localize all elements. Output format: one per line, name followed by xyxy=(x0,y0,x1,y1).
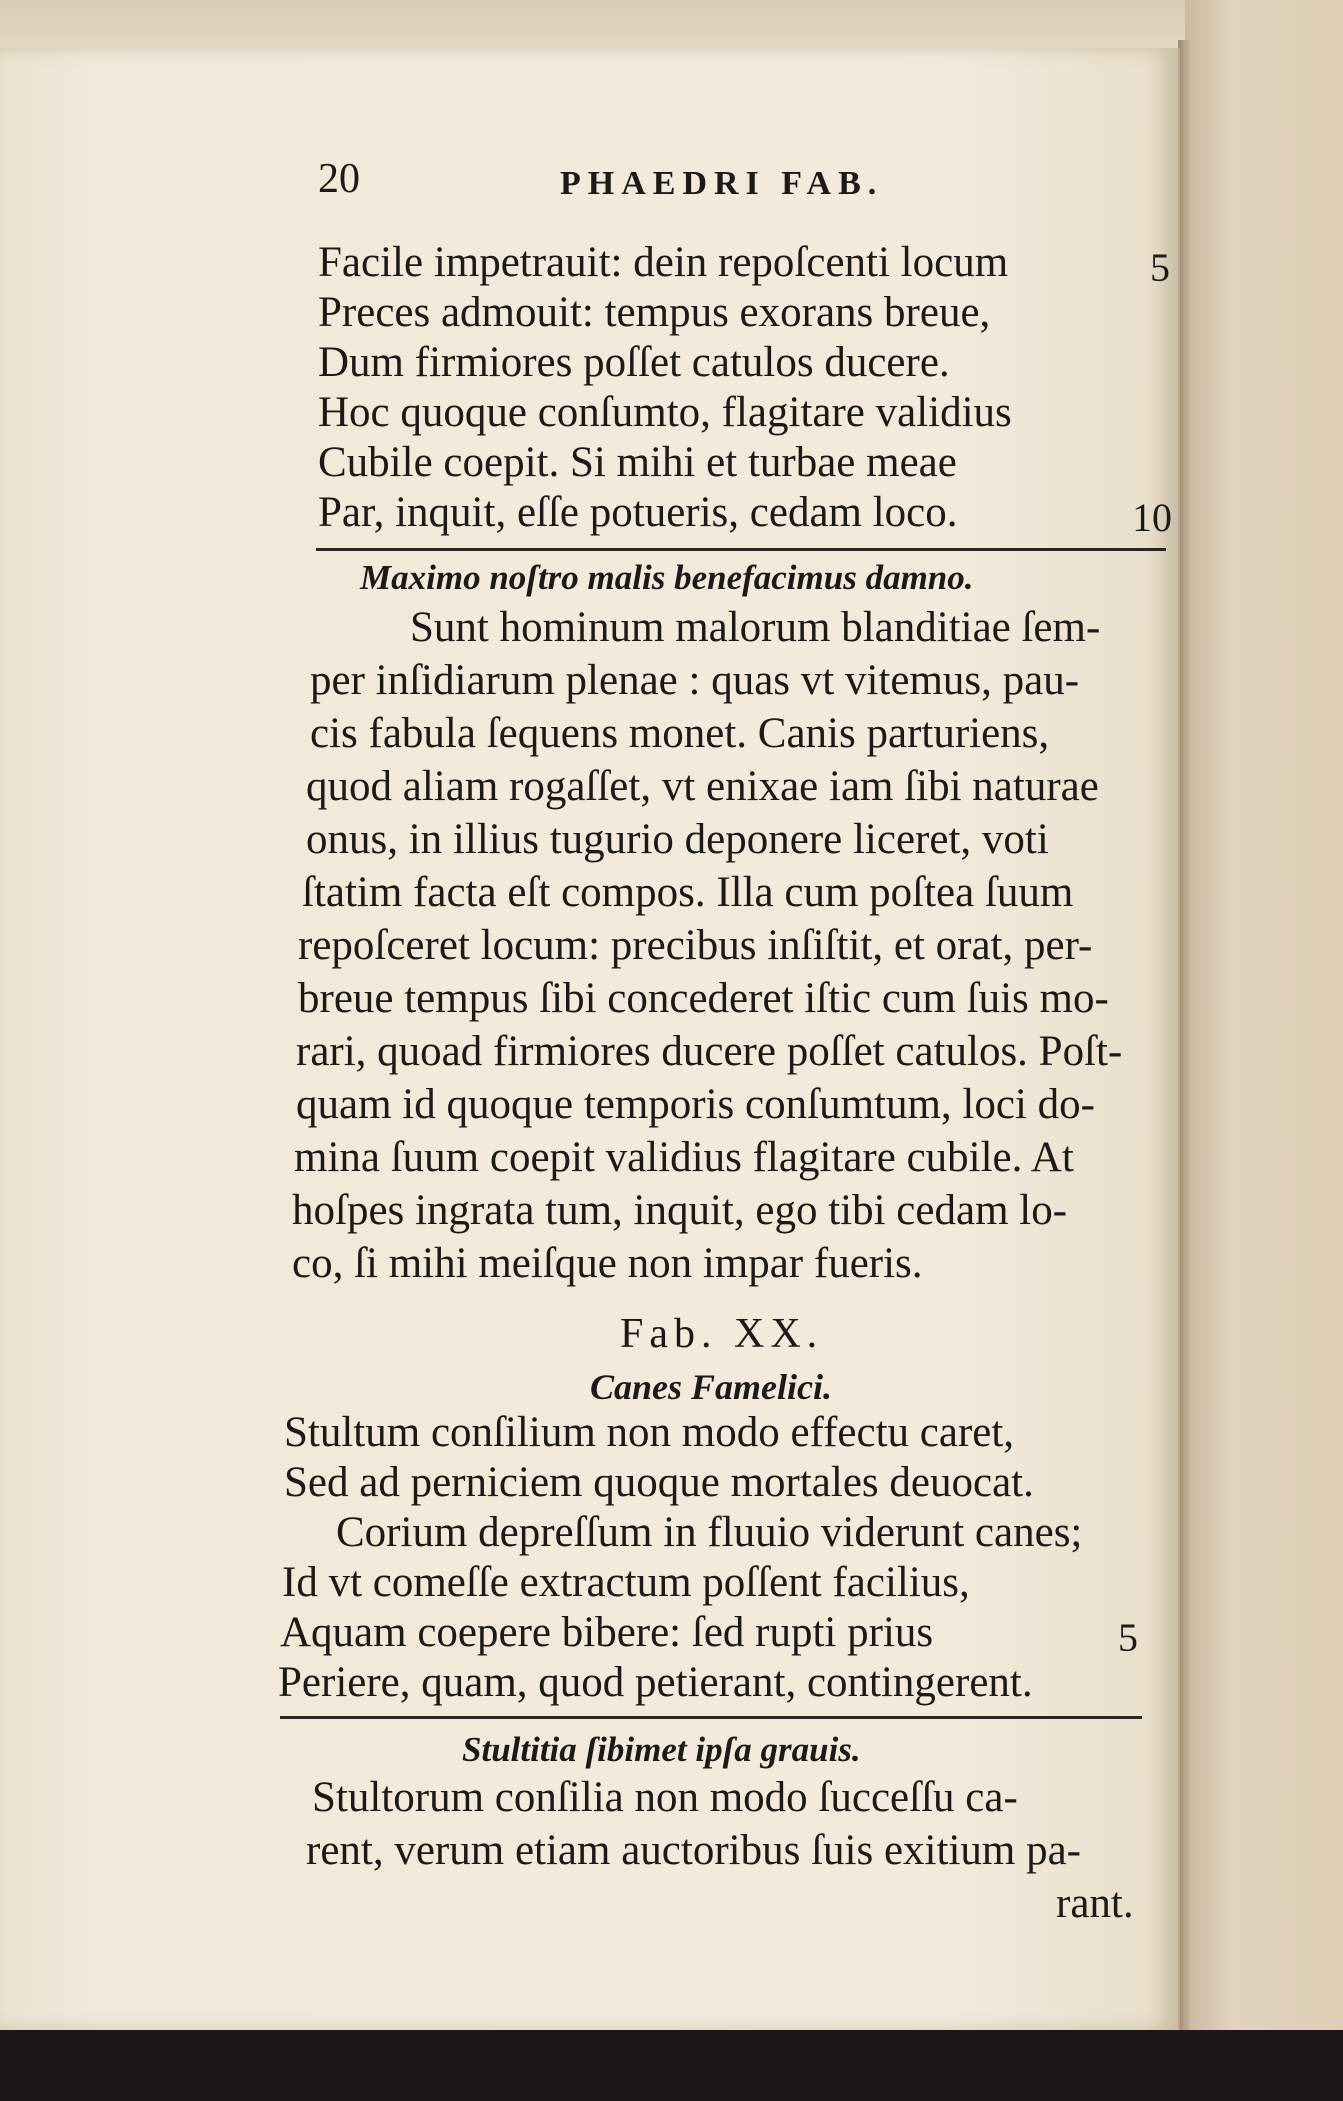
prose-line: onus, in illius tugurio deponere liceret, voti xyxy=(306,816,1049,863)
prose-line: mina ſuum coepit validius flagitare cubile. At xyxy=(294,1134,1074,1181)
line-number: 5 xyxy=(1150,245,1170,290)
verse-line: Stultum conſilium non modo effectu caret, xyxy=(284,1409,1015,1456)
fable-title: Canes Famelici. xyxy=(590,1367,832,1407)
line-number: 10 xyxy=(1132,495,1172,540)
prose-line: repoſceret locum: precibus inſiſtit, et orat, per- xyxy=(298,922,1093,969)
prose-line: rant. xyxy=(1056,1880,1134,1927)
verse-line: Facile impetrauit: dein repoſcenti locum xyxy=(318,239,1009,286)
verse-line: Id vt comeſſe extractum poſſent facilius, xyxy=(282,1559,970,1606)
moral-heading: Stultitia ſibimet ipſa grauis. xyxy=(462,1730,861,1769)
line-number: 5 xyxy=(1118,1615,1138,1660)
prose-line: rent, verum etiam auctoribus ſuis exitium pa- xyxy=(306,1827,1081,1874)
moral-heading: Maximo noſtro malis benefacimus damno. xyxy=(360,558,974,597)
prose-line: quod aliam rogaſſet, vt enixae iam ſibi naturae xyxy=(306,763,1099,810)
running-title: PHAEDRI FAB. xyxy=(560,165,884,202)
verse-line: Sed ad perniciem quoque mortales deuocat. xyxy=(284,1459,1034,1506)
prose-line: co, ſi mihi meiſque non impar fueris. xyxy=(292,1240,923,1287)
verse-line: Par, inquit, eſſe potueris, cedam loco. xyxy=(318,489,958,536)
separator-rule xyxy=(316,548,1166,551)
book-page xyxy=(0,48,1180,2030)
verse-line: Aquam coepere bibere: ſed rupti prius xyxy=(280,1609,934,1656)
verse-line: Periere, quam, quod petierant, contingerent. xyxy=(278,1659,1033,1706)
facing-page xyxy=(1185,0,1343,2030)
scan-background xyxy=(0,2030,1343,2101)
page-number: 20 xyxy=(318,156,360,202)
prose-line: hoſpes ingrata tum, inquit, ego tibi cedam lo- xyxy=(292,1187,1068,1234)
verse-line: Preces admouit: tempus exorans breue, xyxy=(318,289,991,336)
separator-rule xyxy=(280,1716,1142,1719)
prose-line: Stultorum conſilia non modo ſucceſſu ca- xyxy=(312,1774,1018,1821)
prose-line: ſtatim facta eſt compos. Illa cum poſtea ſuum xyxy=(302,869,1074,916)
fable-number-heading: Fab. XX. xyxy=(620,1311,824,1357)
prose-line: rari, quoad firmiores ducere poſſet catulos. Poſt- xyxy=(296,1028,1123,1075)
verse-line: Corium depreſſum in fluuio viderunt canes; xyxy=(336,1509,1083,1556)
prose-line: cis fabula ſequens monet. Canis parturiens, xyxy=(310,710,1050,757)
prose-line: quam id quoque temporis conſumtum, loci do- xyxy=(296,1081,1095,1128)
prose-line: breue tempus ſibi concederet iſtic cum ſuis mo- xyxy=(298,975,1109,1022)
prose-line: per inſidiarum plenae : quas vt vitemus, pau- xyxy=(310,657,1080,704)
prose-line: Sunt hominum malorum blanditiae ſem- xyxy=(410,604,1101,651)
verse-line: Cubile coepit. Si mihi et turbae meae xyxy=(318,439,957,486)
bleed-through-text xyxy=(330,4,340,42)
verse-line: Hoc quoque conſumto, flagitare validius xyxy=(318,389,1012,436)
verse-line: Dum firmiores poſſet catulos ducere. xyxy=(318,339,950,386)
